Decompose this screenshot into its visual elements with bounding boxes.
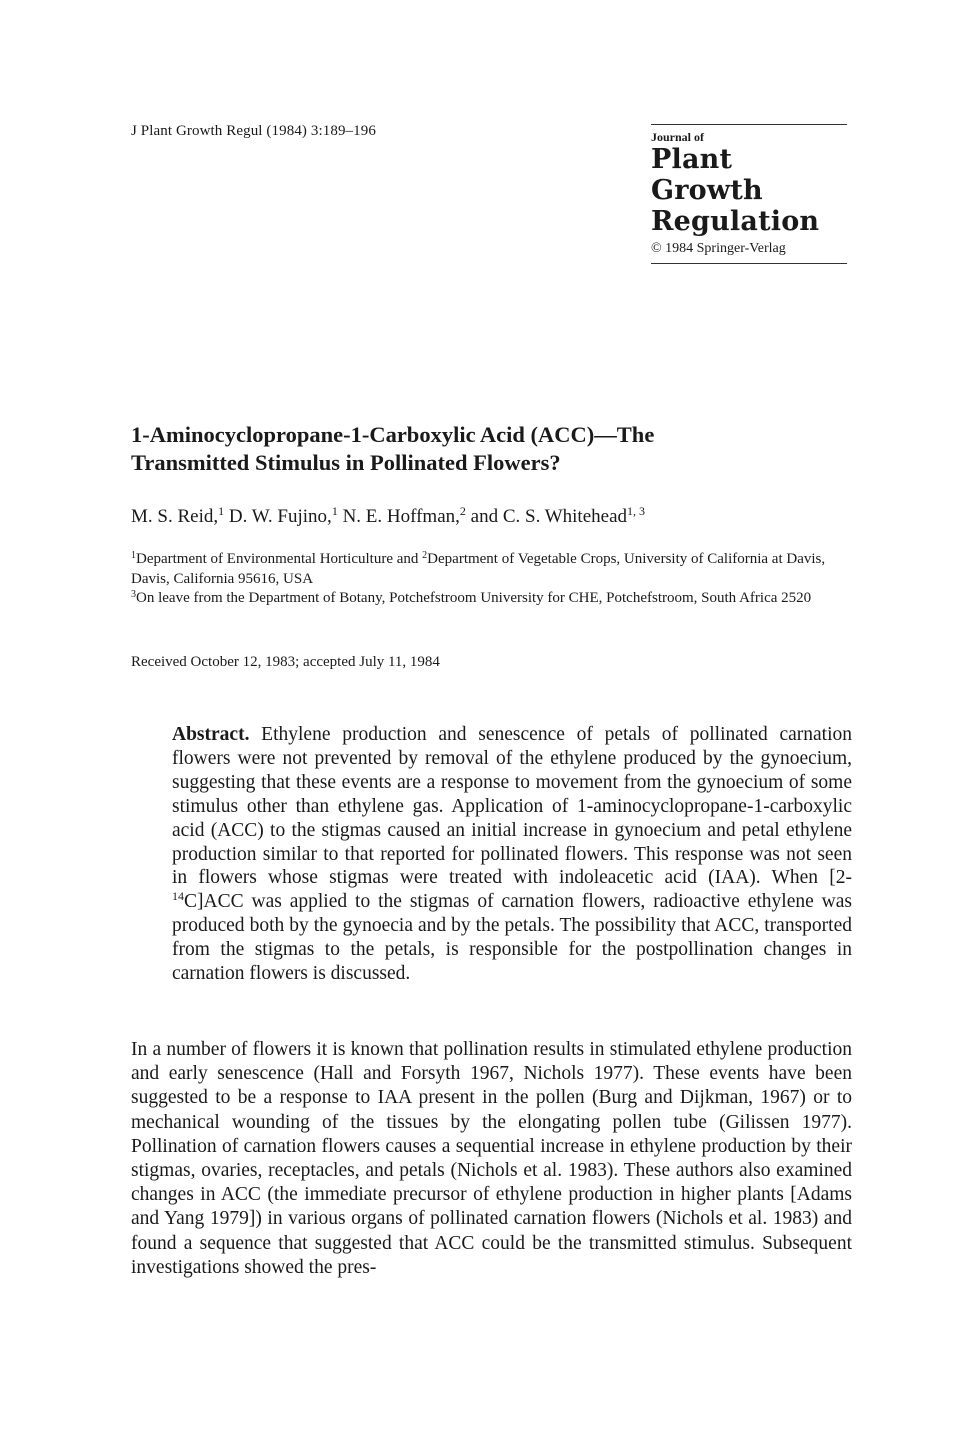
abstract-text: Ethylene production and senescence of petals of pollinated carnation flowers were not prevented by removal of the ethylene produced by the gynoecium, suggesting that these events are a response to movement from the gynoecium of some stimulus other than ethylene gas. Application of 1-aminocyclopropane-1-carboxylic acid (ACC) to the stigmas caused an initial increase in gynoecium and petal ethylene production similar to that reported for pollinated flowers. This response was not seen in flowers whose stigmas were treated with indoleacetic acid (IAA). When [2- bbox=[172, 724, 852, 889]
article-title-line2: Transmitted Stimulus in Pollinated Flowers? bbox=[131, 450, 561, 475]
affiliation-marker: 1 bbox=[218, 504, 225, 518]
affiliation-marker: 1 bbox=[131, 550, 136, 561]
journal-of-label: Journal of bbox=[651, 130, 705, 144]
affiliation-marker: 2 bbox=[422, 550, 428, 561]
abstract-label: Abstract. bbox=[172, 724, 250, 745]
journal-name-line1: Plant bbox=[651, 144, 733, 175]
abstract bbox=[172, 723, 852, 986]
journal-citation: J Plant Growth Regul (1984) 3:189–196 bbox=[131, 123, 376, 139]
affiliation-text: Department of Vegetable Crops, University of California at Davis, Davis, California 95616, USA bbox=[131, 551, 826, 587]
affiliation-text: Department of Environmental Horticulture and bbox=[136, 551, 423, 567]
affiliation-marker: 1, 3 bbox=[627, 504, 646, 518]
affiliation-marker: 1 bbox=[331, 504, 338, 518]
author-name: M. S. Reid, bbox=[131, 506, 219, 527]
received-dates: Received October 12, 1983; accepted July 11, 1984 bbox=[131, 654, 440, 670]
copyright-notice: © 1984 Springer-Verlag bbox=[651, 241, 786, 256]
affiliation-marker: 2 bbox=[459, 504, 466, 518]
journal-name-line2: Growth bbox=[651, 175, 763, 206]
isotope-superscript: 14 bbox=[172, 889, 184, 904]
affiliation-marker: 3 bbox=[131, 589, 136, 601]
author-list bbox=[131, 505, 851, 529]
affiliation-text: On leave from the Department of Botany, Potchefstroom University for CHE, Potchefstroom, South Africa 2520 bbox=[136, 590, 812, 607]
abstract-text: C]ACC was applied to the stigmas of carnation flowers, radioactive ethylene was produced both by the gynoecia and by the petals. The possibility that ACC, transported from the stigmas to the petals, is responsible for the postpollination changes in carnation flowers is discussed. bbox=[172, 891, 852, 985]
affiliation-line bbox=[131, 589, 851, 609]
author-name: N. E. Hoffman, bbox=[337, 506, 460, 527]
author-name: D. W. Fujino, bbox=[224, 506, 332, 527]
author-name: and C. S. Whitehead bbox=[465, 506, 628, 527]
journal-masthead bbox=[651, 124, 847, 264]
body-paragraph: In a number of flowers it is known that pollination results in stimulated ethylene production and early senescence (Hall and Forsyth 1967, Nichols 1977). These events have been suggested to be a response to IAA present in the pollen (Burg and Dijkman, 1967) or to mechanical wounding of the tissues by the elongating pollen tube (Gilissen 1977). Pollination of carnation flowers causes a sequential increase in ethylene production by their stigmas, ovaries, receptacles, and petals (Nichols et al. 1983). These authors also examined changes in ACC (the immediate precursor of ethylene production in higher plants [Adams and Yang 1979]) in various organs of pollinated carnation flowers (Nichols et al. 1983) and found a sequence that suggested that ACC could be the transmitted stimulus. Subsequent investigations showed the pres- bbox=[131, 1039, 852, 1278]
article-title bbox=[131, 421, 851, 477]
article-title-line1: 1-Aminocyclopropane-1-Carboxylic Acid (ACC)—The bbox=[131, 422, 655, 447]
journal-name-line3: Regulation bbox=[651, 206, 820, 237]
affiliations bbox=[131, 550, 851, 609]
affiliation-line bbox=[131, 550, 851, 589]
